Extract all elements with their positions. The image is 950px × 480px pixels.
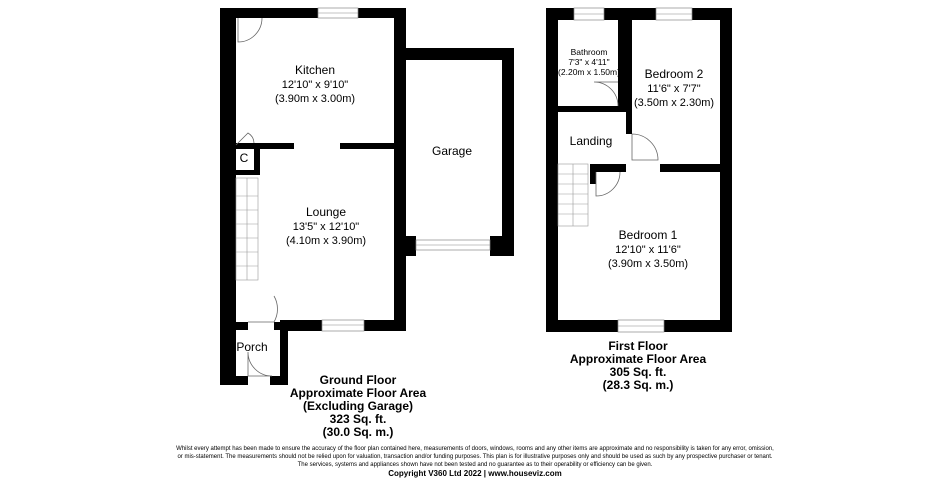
cupboard-name: C (239, 151, 249, 165)
first-area-title: First Floor (608, 339, 668, 353)
bathroom-south-wall (558, 106, 618, 112)
garage-east-wall (502, 48, 514, 256)
porch-inner-door-swing (248, 296, 277, 322)
bedroom1-west-wall (590, 164, 596, 184)
bathroom-name: Bathroom (570, 47, 608, 57)
ground-east-wall (394, 8, 406, 331)
lounge-name: Lounge (305, 205, 347, 219)
ground-west-wall (220, 8, 236, 385)
first-area-sqm: (28.3 Sq. m.) (602, 378, 674, 392)
bedroom2-metric: (3.50m x 2.30m) (633, 97, 715, 109)
first-west-wall (546, 8, 558, 332)
kitchen-name: Kitchen (294, 63, 336, 77)
bedroom2-west-wall (626, 8, 632, 134)
lounge-window (322, 320, 364, 331)
bathroom-east-wall (618, 8, 626, 112)
porch-south-wall-left (220, 376, 248, 385)
first-area-sqft: 305 Sq. ft. (609, 365, 667, 379)
disclaimer-line-3: The services, systems and appliances shown have not been tested and no guarantee as to their operability or efficiency can be given. (297, 462, 653, 468)
lounge-metric: (4.10m x 3.90m) (285, 235, 367, 247)
ground-area-note: (Excluding Garage) (302, 399, 414, 413)
first-staircase (558, 164, 588, 226)
porch-east-wall (280, 320, 288, 385)
bathroom-metric: (2.20m x 1.50m) (558, 67, 620, 77)
bedroom1-imperial: 12'10" x 11'6" (615, 244, 681, 256)
ground-area-title: Ground Floor (319, 373, 397, 387)
bedroom2-door-swing (632, 134, 658, 160)
garage-north-wall (406, 48, 514, 60)
lounge-imperial: 13'5" x 12'10" (292, 221, 360, 233)
kitchen-lounge-wall-left (236, 143, 294, 149)
porch-name: Porch (236, 340, 268, 354)
garage-door-jamb-right (490, 236, 514, 256)
ground-area-sqft: 323 Sq. ft. (329, 412, 387, 426)
copyright: Copyright V360 Ltd 2022 | www.houseviz.com (388, 469, 562, 478)
footer (176, 446, 774, 478)
bedroom2-imperial: 11'6" x 7'7" (647, 83, 701, 95)
kitchen-lounge-wall-right (340, 143, 394, 149)
porch-south-wall-right (270, 376, 288, 385)
garage-door-jamb-left (406, 236, 416, 256)
bedroom1-door-swing (596, 172, 620, 196)
ground-area-sqm: (30.0 Sq. m.) (322, 425, 394, 439)
bedroom1-name: Bedroom 1 (618, 228, 678, 242)
kitchen-door-swing (238, 18, 262, 42)
bedroom2-south-wall (660, 164, 732, 172)
garage-name: Garage (431, 144, 473, 158)
first-area-subtitle: Approximate Floor Area (569, 352, 707, 366)
cupboard-bottom-wall (236, 170, 260, 175)
ground-staircase (236, 178, 258, 280)
first-labels (558, 47, 714, 392)
bedroom2-name: Bedroom 2 (644, 67, 704, 81)
ground-north-wall (220, 8, 406, 18)
kitchen-metric: (3.90m x 3.00m) (274, 93, 356, 105)
bathroom-door-swing (594, 82, 618, 106)
front-door-swing (248, 352, 272, 376)
landing-name: Landing (569, 134, 613, 148)
ground-floor-plan (220, 8, 514, 385)
porch-top-wall-left (236, 322, 248, 330)
disclaimer-line-1: Whilst every attempt has been made to ensure the accuracy of the floor plan contained here, measurements of doors, windows, rooms and any other items are approximate and no responsibility is taken for any error, omission, (176, 446, 774, 452)
bedroom1-metric: (3.90m x 3.50m) (607, 258, 689, 270)
disclaimer-line-2: or mis-statement. The measurements should not be relied upon for valuation, transaction and/or funding purposes. This plan is for illustrative purposes only and should be used as such by any prospective purchaser or tenant. (177, 454, 773, 460)
bathroom-imperial: 7'3" x 4'11" (568, 57, 610, 67)
ground-area-subtitle: Approximate Floor Area (289, 386, 427, 400)
kitchen-imperial: 12'10" x 9'10" (281, 79, 349, 91)
